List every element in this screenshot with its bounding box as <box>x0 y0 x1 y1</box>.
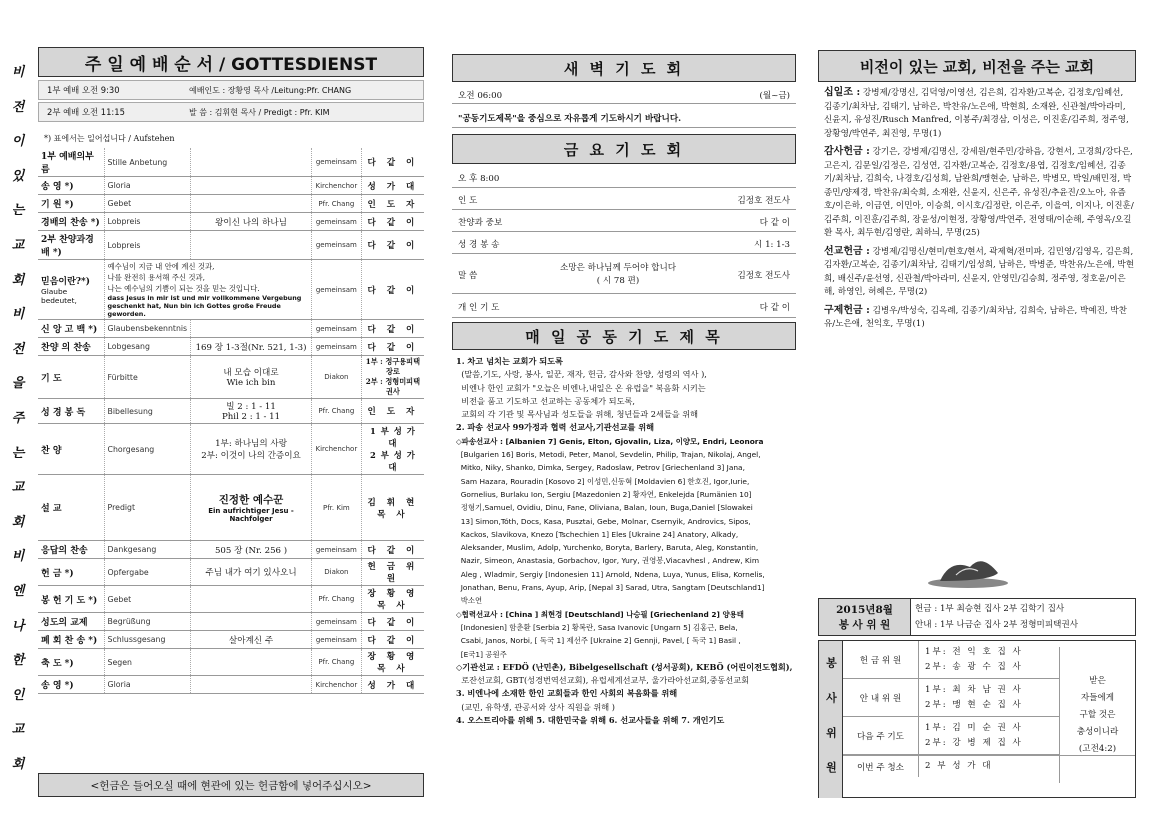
prayer-line: Jonathan, Benu, Frans, Ayup, Arip, [Nepal 3] Sarad, Utra, Sangtam [Deutschland1] <box>456 583 765 593</box>
order-who: gemeinsam <box>311 631 361 649</box>
vertical-church-banner <box>4 66 32 771</box>
order-ko: 신 앙 고 백 *) <box>38 320 104 338</box>
server-person-2: 2부: 송 광 수 집 사 <box>925 661 1023 672</box>
prayer-line: 2. 파송 선교사 99가정과 협력 선교사,기관선교를 위해 <box>456 422 655 433</box>
vision-section-text: 강병제/강명신, 김덕영/이영선, 김은희, 김자환/고복순, 김정호/임혜선, 김종기/최차남, 김태기, 남하은, 박찬유/노은애, 박현희, 소재완, 신관철/박아라미, 신윤지, 유성진/Rusch Manfred, 이봉주/최경삼, 이성은, 이진훈/김주희, 정주영, 장황영/박연주, 최진영, 무명(1) <box>824 88 1129 139</box>
order-who: Pfr. Chang <box>311 586 361 613</box>
order-leader: 1부 : 정구용피택장로 2부 : 정형미피택권사 <box>361 356 424 399</box>
prayer-line: Nazir, Simeon, Anastasia, Gorbachov, Igor, Yury, 권영봉,Viacavhesl , Andrew, Kim <box>456 556 760 566</box>
servers-header <box>818 598 1136 636</box>
service-order-table <box>38 148 424 694</box>
order-who: gemeinsam <box>311 231 361 260</box>
banner-char: 는 <box>11 203 25 219</box>
service-row <box>38 559 424 586</box>
order-leader: 인 도 자 <box>361 399 424 424</box>
service-row <box>38 338 424 356</box>
order-ko: 설 교 <box>38 475 104 541</box>
service-row <box>38 676 424 694</box>
order-de: Lobgesang <box>104 338 191 356</box>
banner-char: 전 <box>11 341 25 357</box>
vision-section-text: 강기은, 강병제/김명신, 강세원/현주민/강하음, 강현서, 고경희/강다은, 고은지, 김문일/김정은, 김성연, 김자환/고복순, 김정호/용엽, 김정호/임혜선, 김종기/최차남, 김희숙, 나경호/김성희, 남완희/맹현순, 남하은, 박병모, 박일/배민정, 박종민/양제경, 박찬유/최숙희, 소재완, 신윤지, 신은주, 유성진/추윤진/오노아, 유즘호/이은하, 이금연, 이민아, 이승희, 이시호/김정란, 이은주, 이을여, 이지나, 이진훈/김주희, 이진훈/김주희, 장윤성/이현정, 장황영/박연주, 전영태/이순해, 주영옥/오길환 목사, 최두현/김영란, 최하늬, 무명(25) <box>824 147 1134 238</box>
service-row <box>38 148 424 177</box>
vision-section <box>824 145 1134 241</box>
prayer-line: Kackos, Slavikova, Knezo [Tschechien 1] Eles [Ukraine 24] Anatory, Alkady, <box>456 529 739 539</box>
prayer-line: 비전을 품고 기도하고 선교하는 공동체가 되도록, <box>456 395 636 406</box>
prayer-line: Aleg , Wladmir, Sergiy [Indonesien 11] Arnold, Ndena, Luya, Yunus, Elisa, Kornelis, <box>456 569 765 579</box>
service-time-role: 발 씀 : 김휘현 목사 / Predigt : Pfr. KIM <box>189 107 330 117</box>
prayer-line: 로잔선교회, GBT(성경번역선교회), 유럽세계선교부, 울가라아선교회,중동선교회 <box>456 675 750 686</box>
vision-section-label: 구제헌금 : <box>824 304 870 316</box>
server-role: 안 내 위 원 <box>843 679 919 716</box>
vision-section-text: 김병우/박성숙, 김옥례, 김종기/최차남, 김희숙, 남하은, 박예진, 박찬유/노은애, 천익호, 무명(1) <box>824 305 1127 329</box>
order-de: Chorgesang <box>104 424 191 475</box>
order-who: Pfr. Chang <box>311 399 361 424</box>
order-who: gemeinsam <box>311 320 361 338</box>
server-person-1: 1부: 전 익 호 집 사 <box>925 646 1023 657</box>
banner-char: 비 <box>11 549 25 565</box>
friday-label: 말 씀 <box>458 270 478 281</box>
prayer-line: 1. 차고 넘치는 교회가 되도록 <box>456 356 563 366</box>
friday-who: 시 1: 1-3 <box>754 239 790 250</box>
server-role: 헌 금 위 원 <box>843 641 919 678</box>
banner-char: 전 <box>11 99 25 115</box>
order-de: Bibellesung <box>104 399 191 424</box>
friday-label: 성 경 봉 송 <box>458 239 500 250</box>
vision-section-label: 선교헌금 : <box>824 245 870 257</box>
order-content <box>191 148 312 177</box>
service-time-label: 2부 예배 오전 11:15 <box>47 107 125 117</box>
banner-char: 회 <box>11 514 25 530</box>
friday-row <box>452 212 796 232</box>
order-content <box>191 177 312 195</box>
friday-row <box>452 190 796 210</box>
order-de: Schlussgesang <box>104 631 191 649</box>
order-ko: 2부 찬양과경배 *) <box>38 231 104 260</box>
prayer-line: [Indonesien] 함춘환 [Serbia 2] 황복란, Sasa Ivanovic [Ungarn 5] 김홍근, Bela, <box>456 622 738 632</box>
servers-side-label <box>819 641 843 798</box>
service-row <box>38 649 424 676</box>
order-content <box>191 213 312 231</box>
service-title: 주 일 예 배 순 서 / GOTTESDIENST <box>38 47 424 77</box>
banner-char: 회 <box>11 756 25 772</box>
prayer-line: 교회의 각 기관 및 목사님과 성도들을 위해, 청년들과 2세들을 위해 <box>456 409 699 420</box>
dawn-note: "공동기도제목"을 중심으로 자유롭게 기도하시기 바랍니다. <box>458 113 682 124</box>
service-row <box>38 195 424 213</box>
order-leader: 다 같 이 <box>361 631 424 649</box>
banner-char: 있 <box>11 168 25 184</box>
order-content <box>104 260 311 320</box>
order-leader: 1 부 성 가 대 2 부 성 가 대 <box>361 424 424 475</box>
daily-prayer-list <box>456 355 796 727</box>
order-de-note: Glaube bedeutet, <box>41 287 77 305</box>
order-de: Gloria <box>104 676 191 694</box>
service-time-role: 예배인도 : 장황영 목사 /Leitung:Pfr. CHANG <box>189 85 352 95</box>
order-leader: 다 같 이 <box>361 231 424 260</box>
service-row <box>38 177 424 195</box>
service-row <box>38 424 424 475</box>
service-row <box>38 231 424 260</box>
order-ko: 기 원 *) <box>38 195 104 213</box>
order-ko: 송 영 *) <box>38 177 104 195</box>
friday-who: 다 같 이 <box>759 217 790 228</box>
order-content <box>191 586 312 613</box>
order-ko: 경배의 찬송 *) <box>38 213 104 231</box>
prayer-line: 비엔나 한인 교회가 "오늘은 비엔나,내일은 온 유럽을" 복음화 시키는 <box>456 382 706 393</box>
order-who: Diakon <box>311 559 361 586</box>
order-content <box>191 320 312 338</box>
order-ko: 믿음이란?*) Glaube bedeutet, <box>38 260 104 320</box>
banner-char: 인 <box>11 687 25 703</box>
server-role: 다음 주 기도 <box>843 717 919 754</box>
order-leader: 다 같 이 <box>361 320 424 338</box>
vision-section-text: 강병제/김명신/현미/현호/현서, 곽제혁/전미파, 김민영/김영옥, 김은희, 김자환/고복순, 김종기/최차남, 김태기/임성희, 남하은, 박병준, 박찬유/노은애, 박현희, 배신주/윤선영, 신관철/박아라미, 신윤지, 안영민/김승희, 정주영, 정호윤/이은해, 하영인, 허혜은, 무명(2) <box>824 246 1135 297</box>
vision-section <box>824 86 1134 141</box>
prayer-line: [Bulgarien 16] Boris, Metodi, Peter, Manol, Sevdelin, Philip, Trajan, Nikolaj, Angel, <box>456 450 761 460</box>
order-de: Opfergabe <box>104 559 191 586</box>
friday-label: 인 도 <box>458 195 478 206</box>
service-row <box>38 260 424 320</box>
content-text: 주님 내가 여기 있사오니 <box>205 568 297 578</box>
prayer-line: Csabi, Janos, Norbi, [ 독국 1] 제선주 [Ukraine 2] Gennji, Pavel, [ 독국 1] Basil , <box>456 636 741 646</box>
banner-char: 비 <box>11 307 25 323</box>
content-text: 예수님이 지금 내 안에 계신 것과, 나를 완전히 용서해 주신 것과, 나는 예수님의 기쁨이 되는 것을 믿는 것입니다. <box>107 262 260 293</box>
server-row <box>843 641 1059 679</box>
service-row <box>38 356 424 399</box>
order-leader: 장 황 영 목 사 <box>361 586 424 613</box>
order-content <box>191 424 312 475</box>
prayer-line: [E국1] 공원주 <box>456 649 507 659</box>
order-who: Kirchenchor <box>311 177 361 195</box>
prayer-line: Sam Hazara, Rouradin [Kosovo 2] 이성민,신동혁 [Moldavien 6] 한호진, Igor,Iurie, <box>456 476 750 486</box>
friday-who: 김정호 전도사 <box>737 270 790 281</box>
order-who: Pfr. Kim <box>311 475 361 541</box>
order-content <box>191 399 312 424</box>
server-row <box>843 679 1059 717</box>
servers-label: 봉 사 위 원 <box>838 619 891 631</box>
service-row <box>38 399 424 424</box>
banner-char: 주 <box>11 410 25 426</box>
stand-note: *) 표에서는 일어섭니다 / Aufstehen <box>44 134 175 143</box>
order-content <box>191 649 312 676</box>
order-de: Lobpreis <box>104 213 191 231</box>
servers-side-text: 봉 사 위 원 <box>824 656 838 783</box>
order-ko: 봉 헌 기 도 *) <box>38 586 104 613</box>
servers-month: 2015년8월 <box>836 604 893 616</box>
friday-row <box>452 234 796 254</box>
servers-verse: 받은 자들에게 구할 것은 충성이니라 (고전4:2) <box>1059 647 1135 783</box>
order-who: gemeinsam <box>311 613 361 631</box>
content-text: 1부: 하나님의 사랑 2부: 이것이 나의 간증이요 <box>201 439 301 461</box>
vision-title: 비전이 있는 교회, 비전을 주는 교회 <box>818 50 1136 82</box>
order-de: Lobpreis <box>104 231 191 260</box>
service-time-row-1 <box>38 80 424 100</box>
server-person-2: 2부: 맹 현 순 집 사 <box>925 699 1023 710</box>
order-de: Gloria <box>104 177 191 195</box>
banner-char: 교 <box>11 480 25 496</box>
service-time-row-2 <box>38 102 424 122</box>
content-text: 169 장 1-3절(Nr. 521, 1-3) <box>195 342 307 353</box>
order-ko: 성 경 봉 독 <box>38 399 104 424</box>
order-who: gemeinsam <box>311 338 361 356</box>
order-leader: 다 같 이 <box>361 260 424 320</box>
content-de-text: Ein aufrichtiger Jesu - Nachfolger <box>208 507 294 523</box>
order-who: gemeinsam <box>311 148 361 177</box>
service-row <box>38 213 424 231</box>
prayer-line: 박소연 <box>456 596 483 606</box>
banner-char: 을 <box>11 376 25 392</box>
order-de: Segen <box>104 649 191 676</box>
order-who: Diakon <box>311 356 361 399</box>
order-ko: 헌 금 *) <box>38 559 104 586</box>
friday-who: 김정호 전도사 <box>737 195 790 206</box>
prayer-line: (말씀,기도, 사랑, 봉사, 일꾼, 재자, 헌금, 감사와 찬양, 성령의 역사 ), <box>456 369 707 380</box>
friday-row <box>452 168 796 188</box>
order-de: Gebet <box>104 586 191 613</box>
order-content <box>191 475 312 541</box>
order-leader: 성 가 대 <box>361 177 424 195</box>
prayer-line: 정형기,Samuel, Ovidiu, Dinu, Fane, Oliviana, Balan, Ioun, Buga,Daniel [Slowakei <box>456 503 753 513</box>
dawn-note-row <box>452 108 796 128</box>
service-time-label: 1부 예배 오전 9:30 <box>47 85 120 95</box>
order-content <box>191 559 312 586</box>
order-content <box>191 676 312 694</box>
order-who: gemeinsam <box>311 213 361 231</box>
order-ko: 축 도 *) <box>38 649 104 676</box>
order-de: Gebet <box>104 195 191 213</box>
daily-prayer-title: 매 일 공 동 기 도 제 목 <box>452 322 796 350</box>
prayer-line: ◇기관선교 : EFDÖ (난민촌), Bibelgesellschaft (성서공회), KEBÖ (어린이전도협회), <box>456 661 793 672</box>
order-leader: 다 같 이 <box>361 338 424 356</box>
banner-char: 이 <box>11 134 25 150</box>
banner-char: 교 <box>11 722 25 738</box>
order-who: Kirchenchor <box>311 424 361 475</box>
prayer-line: ◇협력선교사 : [China ] 최현경 [Deutschland] 나승필 [Griechenland 2] 양용태 <box>456 609 744 619</box>
order-who: Pfr. Chang <box>311 195 361 213</box>
order-ko: 기 도 <box>38 356 104 399</box>
praying-hands-illustration <box>920 545 1010 590</box>
order-de: Glaubensbekenntnis <box>104 320 191 338</box>
service-row <box>38 631 424 649</box>
server-person-1: 2 부 성 가 대 <box>925 761 993 771</box>
banner-char: 비 <box>11 65 25 80</box>
order-leader: 다 같 이 <box>361 148 424 177</box>
servers-table <box>818 640 1136 798</box>
server-person-1: 1부: 김 미 순 권 사 <box>925 722 1023 733</box>
service-footer: <헌금은 들어오실 때에 현관에 있는 헌금함에 넣어주십시오> <box>38 773 424 797</box>
order-de: Stille Anbetung <box>104 148 191 177</box>
content-text: 내 모습 이대로 Wie ich bin <box>223 368 279 388</box>
content-text: 빌 2 : 1 - 11 Phil 2 : 1 - 11 <box>221 402 281 422</box>
order-who: Pfr. Chang <box>311 649 361 676</box>
order-ko: 찬양 의 찬송 <box>38 338 104 356</box>
service-row <box>38 586 424 613</box>
dawn-prayer-title: 새 벽 기 도 회 <box>452 54 796 82</box>
order-who: gemeinsam <box>311 541 361 559</box>
server-person-2: 2부: 강 병 제 집 사 <box>925 737 1023 748</box>
prayer-line: (교민, 유학생, 관공서와 상사 직원을 위해 ) <box>456 701 615 712</box>
banner-char: 회 <box>11 272 25 288</box>
prayer-line: Gornelius, Burlaku Ion, Sergiu [Mazedonien 2] 황자연, Enkelejda [Rumänien 10] <box>456 489 752 499</box>
order-content <box>191 231 312 260</box>
prayer-line: 3. 비엔나에 소재한 한인 교회들과 한인 사회의 복음화를 위해 <box>456 688 678 699</box>
friday-label: 찬양과 중보 <box>458 217 503 228</box>
order-who: Kirchenchor <box>311 676 361 694</box>
friday-row <box>452 296 796 318</box>
banner-char: 한 <box>11 653 25 669</box>
servers-guide: 안내 : 1부 나금순 집사 2부 정형미피택권사 <box>915 620 1079 630</box>
order-content <box>191 541 312 559</box>
order-leader: 다 같 이 <box>361 213 424 231</box>
prayer-line: Mitko, Niky, Shanko, Dimka, Sergey, Radoslaw, Petrov [Griechenland 3] Jana, <box>456 463 745 473</box>
service-row <box>38 541 424 559</box>
prayer-line: Aleksander, Muslim, Adolp, Yurchenko, Boryta, Barlery, Baruta, Aleg, Konstantin, <box>456 543 759 553</box>
content-text: 진정한 예수꾼 <box>218 494 284 506</box>
friday-who: 다 같 이 <box>759 302 790 313</box>
server-row <box>843 717 1059 755</box>
order-leader: 장 황 영 목 사 <box>361 649 424 676</box>
order-leader: 인 도 자 <box>361 195 424 213</box>
dawn-time: 오전 06:00 <box>458 90 503 101</box>
banner-char: 엔 <box>11 583 25 599</box>
service-row <box>38 613 424 631</box>
content-de-text: dass Jesus in mir ist und mir vollkommene Vergebung geschenkt hat, Nun bin ich Gottes große Freude geworden. <box>107 294 302 318</box>
friday-prayer-title: 금 요 기 도 회 <box>452 134 796 164</box>
server-person-1: 1부: 최 차 남 권 사 <box>925 684 1023 695</box>
order-ko: 1부 예배의부름 <box>38 148 104 177</box>
dawn-time-row <box>452 86 796 104</box>
order-de: Begrüßung <box>104 613 191 631</box>
order-ko: 송 영 *) <box>38 676 104 694</box>
vision-offering-list <box>824 86 1134 336</box>
order-content <box>191 356 312 399</box>
service-row <box>38 320 424 338</box>
vision-section <box>824 245 1134 300</box>
dawn-days: (월~금) <box>759 90 790 101</box>
content-text: 505 장 (Nr. 256 ) <box>214 545 288 556</box>
order-ko: 응답의 찬송 <box>38 541 104 559</box>
order-content <box>191 195 312 213</box>
order-content <box>191 631 312 649</box>
prayer-line: ◇파송선교사 : [Albanien 7] Genis, Elton, Gjovalin, Liza, 이양모, Endri, Leonora <box>456 436 764 446</box>
banner-char: 는 <box>11 445 25 461</box>
order-leader: 다 같 이 <box>361 541 424 559</box>
order-de: Predigt <box>104 475 191 541</box>
service-row <box>38 475 424 541</box>
order-leader: 성 가 대 <box>361 676 424 694</box>
friday-row <box>452 256 796 294</box>
banner-char: 교 <box>11 237 25 253</box>
friday-content: 소망은 하나님께 두어야 합니다 ( 시 78 편) <box>559 262 677 286</box>
prayer-line: 4. 오스트리아를 위해 5. 대한민국을 위해 6. 선교사들을 위해 7. 개인기도 <box>456 715 725 726</box>
order-ko: 찬 양 <box>38 424 104 475</box>
order-content <box>191 613 312 631</box>
order-ko: 폐 회 찬 송 *) <box>38 631 104 649</box>
banner-char: 나 <box>11 618 25 634</box>
server-role: 이번 주 청소 <box>843 756 919 777</box>
vision-section-label: 감사헌금 : <box>824 146 870 157</box>
order-content <box>191 338 312 356</box>
order-leader: 김 휘 현 목 사 <box>361 475 424 541</box>
content-text: 왕이신 나의 하나님 <box>215 217 287 228</box>
vision-section-label: 십일조 : <box>824 87 861 98</box>
order-de: Dankgesang <box>104 541 191 559</box>
vision-section <box>824 304 1134 332</box>
order-who: gemeinsam <box>311 260 361 320</box>
friday-label: 오 후 8:00 <box>458 173 500 184</box>
order-ko: 성도의 교제 <box>38 613 104 631</box>
prayer-line: 13] Simon,Tóth, Docs, Kasa, Pusztai, Gebe, Molnar, Csernyik, Androvics, Sipos, <box>456 516 751 526</box>
servers-offering: 헌금 : 1부 최승현 집사 2부 김학기 집사 <box>915 604 1065 614</box>
content-text: 살아계신 주 <box>228 635 274 646</box>
order-de: Fürbitte <box>104 356 191 399</box>
order-leader: 헌 금 위 원 <box>361 559 424 586</box>
order-leader: 다 같 이 <box>361 613 424 631</box>
friday-label: 개 인 기 도 <box>458 302 500 313</box>
